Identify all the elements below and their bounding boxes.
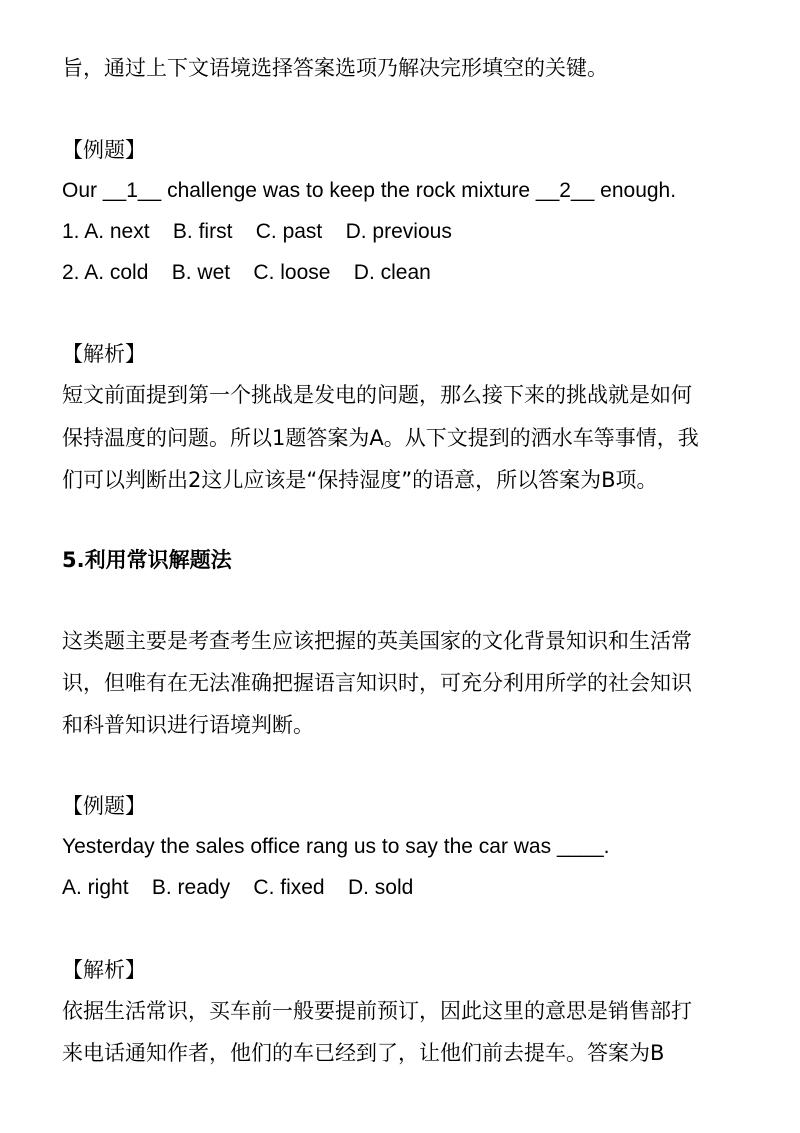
example-2-sentence: Yesterday the sales office rang us to say the car was ____. <box>62 835 610 858</box>
example-2-options: A. right B. ready C. fixed D. sold <box>62 876 414 899</box>
section-5-paragraph-line-2: 识，但唯有在无法准确把握语言知识时，可充分利用所学的社会知识 <box>62 671 692 695</box>
intro-tail-text: 旨，通过上下文语境选择答案选项乃解决完形填空的关键。 <box>62 56 608 80</box>
analysis-1-line-3: 们可以判断出2这儿应该是“保持湿度”的语意，所以答案为B项。 <box>62 468 658 492</box>
section-5-paragraph-line-1: 这类题主要是考查考生应该把握的英美国家的文化背景知识和生活常 <box>62 629 692 653</box>
example-1-question-1-options: 1. A. next B. first C. past D. previous <box>62 220 452 243</box>
section-5-paragraph-line-3: 和科普知识进行语境判断。 <box>62 713 314 737</box>
example-1-label: 【例题】 <box>62 138 146 162</box>
analysis-1-line-2: 保持温度的问题。所以1题答案为A。从下文提到的洒水车等事情，我 <box>62 426 699 450</box>
section-5-heading: 5.利用常识解题法 <box>62 548 232 572</box>
analysis-2-line-2: 来电话通知作者，他们的车已经到了，让他们前去提车。答案为B <box>62 1041 665 1065</box>
analysis-2-label: 【解析】 <box>62 958 146 982</box>
analysis-2-line-1: 依据生活常识，买车前一般要提前预订，因此这里的意思是销售部打 <box>62 999 692 1023</box>
example-2-label: 【例题】 <box>62 794 146 818</box>
analysis-1-label: 【解析】 <box>62 342 146 366</box>
analysis-1-line-1: 短文前面提到第一个挑战是发电的问题，那么接下来的挑战就是如何 <box>62 383 692 407</box>
example-1-question-2-options: 2. A. cold B. wet C. loose D. clean <box>62 261 431 284</box>
example-1-sentence: Our __1__ challenge was to keep the rock mixture __2__ enough. <box>62 179 677 202</box>
